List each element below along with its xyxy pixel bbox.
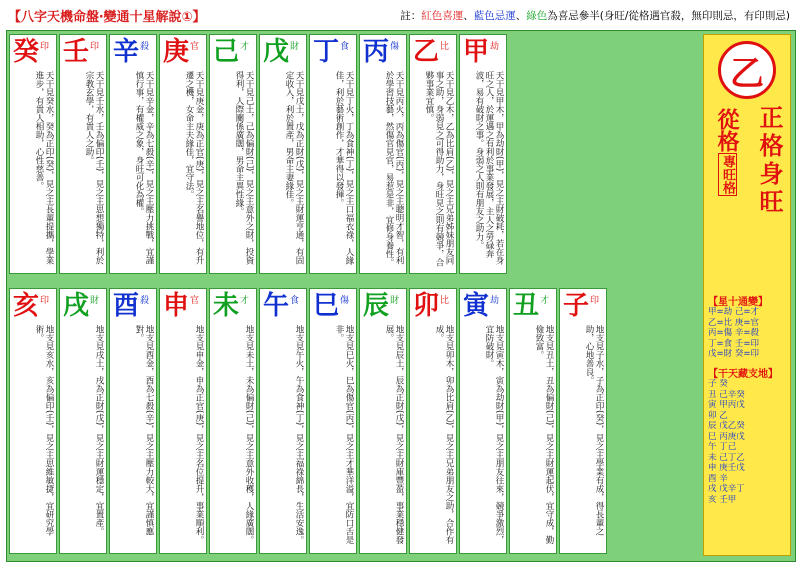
branch-tag: 財 [90,296,100,306]
branch-glyph: 丑 [513,291,540,321]
hidden-stems-line: 亥 壬甲 [708,494,737,505]
ten-stars-line: 甲=劫 己=才 [708,307,759,317]
stem-card [209,34,257,274]
stem-card [109,34,157,274]
hidden-stems-line: 丑 己辛癸 [708,389,745,400]
hidden-stems-list [708,379,788,505]
branch-tag: 比 [440,296,450,306]
hidden-stems-line: 午 丁己 [708,442,737,452]
day-master-emblem: 乙 [718,41,776,99]
branch-card [209,288,257,554]
branch-glyph: 酉 [113,291,140,321]
note-blue: 藍色忌運 [473,10,516,22]
stem-text: 天干見壬水，壬為偏印(壬)，見之主思想獨特，利於宗教玄學，有貴人之助。 [84,71,104,265]
ten-stars-line: 丙=傷 辛=殺 [708,328,759,338]
stem-text: 天干見辛金，辛為七殺(辛)，見之主壓力挑戰，宜謹慎行事，有權威之象，身旺可化為權。 [134,71,154,265]
hidden-stems-line: 辰 戊乙癸 [708,421,745,431]
branch-card [409,288,457,554]
panel-title-sub [712,107,743,196]
branch-tag: 財 [390,296,400,306]
note-suffix: 為喜忌參半(身旺/從格遇官殺，無印則忌，有印則忌) [547,10,790,22]
page-title: 【八字天機命盤‧變通十星解說①】 [8,10,206,25]
hidden-stems-line: 戌 戊辛丁 [708,484,745,494]
stem-text: 天干見丙火，丙為傷官(丙)，見之主聰明才智，有利於學習技藝，然傷官見官，易惹是非，宜修身養性。 [384,71,404,267]
branch-glyph: 子 [563,291,590,321]
hidden-stems-line: 寅 甲丙戊 [708,400,745,410]
branch-text: 地支見辰土，辰為正財(戊)，見之主財庫豐盈，事業穩健發展。 [384,325,404,545]
stem-glyph: 癸 [13,37,40,67]
stem-card [59,34,107,274]
branches-row [9,288,607,554]
branch-glyph: 亥 [13,291,40,321]
ten-stars-heading: 【星十通變】 [708,297,768,308]
stems-row [9,34,707,274]
stem-glyph: 丙 [363,37,390,67]
branch-tag: 劫 [490,296,500,306]
branch-card [509,288,557,554]
branch-card [109,288,157,554]
hidden-stems-line: 酉 辛 [708,473,728,484]
stem-glyph: 壬 [63,37,90,67]
branch-glyph: 戌 [63,291,90,321]
branch-glyph: 申 [163,291,190,321]
stem-card [359,34,407,274]
stem-tag: 財 [290,42,300,52]
branch-text: 地支見寅木，寅為劫財(甲)，見之主朋友往來，競爭激烈，宜防破財。 [484,325,504,545]
branch-text: 地支見亥水，亥為偏印(壬)，見之主思維敏捷，宜研究學術。 [34,325,54,536]
stem-card [309,34,357,274]
branch-glyph: 巳 [313,291,340,321]
branch-tag: 食 [290,296,300,306]
branch-card [559,288,607,554]
branch-text: 地支見午火，午為食神(丁)，見之主福祿綿長，生活安逸。 [294,325,304,545]
branch-glyph: 未 [213,291,240,321]
branch-card [259,288,307,554]
note-sep: 、 [463,10,474,22]
note-red: 紅色喜運 [421,10,464,22]
stem-glyph: 丁 [313,37,340,67]
panel-title-sub-text: 從格 [714,108,740,152]
stem-text: 天干見己土，己為偏財(己)，見之主意外之財，投資得利，人際關係廣闊，男命主異性緣。 [234,71,254,265]
note-green: 綠色 [526,10,548,22]
stem-tag: 印 [90,42,100,52]
hidden-stems-line: 未 己丁乙 [708,452,745,463]
stem-text: 天干見丁火，丁為食神(丁)，見之主口福衣祿，人緣佳，利於藝術創作，才華得以發揮。 [334,71,354,265]
branch-text: 地支見子水，子為正印(癸)，見之主學業有成，得長輩之助，心地善良。 [584,325,604,536]
branch-glyph: 卯 [413,291,440,321]
stem-glyph: 辛 [113,37,140,67]
hidden-stems-line: 申 庚壬戊 [708,463,745,473]
branch-tag: 殺 [140,296,150,306]
branch-tag: 才 [240,296,250,306]
branch-tag: 才 [540,296,550,306]
branch-text: 地支見未土，未為偏財(己)，見之主意外收穫，人緣廣闊。 [244,325,254,545]
stem-text: 天干見乙木，乙為比肩(乙)，見之主兄弟姊妹朋友同事之助，身弱見之可得助力，身旺見之則有競爭，合夥事業宜慎。 [424,71,454,267]
stem-glyph: 甲 [463,37,490,67]
branch-glyph: 寅 [463,291,490,321]
branch-card [59,288,107,554]
stem-tag: 劫 [490,42,500,52]
stem-card [9,34,57,274]
branch-text: 地支見卯木，卯為比肩(乙)，見之主兄弟朋友之助，合作有成。 [434,325,454,545]
stem-glyph: 戊 [263,37,290,67]
note-prefix: 註： [400,10,422,22]
branch-text: 地支見巳火，巳為傷官(丙)，見之主才華洋溢，宜防口舌是非。 [334,325,354,545]
stem-tag: 印 [40,42,50,52]
stem-card [259,34,307,274]
branch-tag: 官 [190,296,200,306]
ten-stars-line: 戊=財 癸=印 [708,349,759,359]
branch-tag: 印 [40,296,50,306]
panel-title-sub-small: 專旺格 [720,155,735,194]
branch-glyph: 午 [263,291,290,321]
hidden-stems-line: 子 癸 [708,379,728,389]
legend-note [400,8,790,23]
hidden-stems-line: 巳 丙庚戊 [708,431,745,442]
ten-stars-line: 乙=比 庚=官 [708,317,759,328]
stem-tag: 官 [190,42,200,52]
hidden-stems-heading: 【干天藏支地】 [708,369,778,380]
branch-glyph: 辰 [363,291,390,321]
stem-tag: 殺 [140,42,150,52]
branch-card [9,288,57,554]
branch-card [159,288,207,554]
stem-tag: 食 [340,42,350,52]
note-sep: 、 [515,10,527,22]
branch-tag: 印 [590,296,600,306]
stem-text: 天干見庚金，庚為正官(庚)，見之主名譽地位，有升遷之機，女命主夫緣佳，宜守法。 [184,71,204,265]
stem-tag: 才 [240,42,250,52]
branch-card [359,288,407,554]
stem-tag: 傷 [390,42,400,52]
ten-stars-list [708,307,788,360]
hidden-stems-line: 卯 乙 [708,410,728,421]
ten-stars-line: 丁=食 壬=印 [708,338,759,349]
stem-text: 天干見戊土，戊為正財(戊)，見之主財運亨通，有固定收入，利於置產，男命主妻緣佳。 [284,71,304,265]
panel-title-main: 正格身旺 [755,105,784,217]
branch-text: 地支見酉金，酉為七殺(辛)，見之主壓力較大，宜謹慎應對。 [134,325,154,536]
stem-glyph: 乙 [413,37,440,67]
stem-glyph: 己 [213,37,240,67]
stem-text: 天干見甲木，甲為劫財(甲)，見之主財破耗，若在身旺之人，於運遇之有利於事業發展，主人之勞碌奔波，易有破財之事。身弱之人則有朋友之助力。 [474,71,504,265]
branch-text: 地支見丑土，丑為偏財(己)，見之主財運起伏，宜守成，勤儉致富。 [534,325,554,545]
branch-tag: 傷 [340,296,350,306]
stem-card [409,34,457,274]
stem-card [459,34,507,274]
stem-card [159,34,207,274]
summary-panel [703,34,791,556]
stem-text: 天干見癸水，癸為正印(癸)，見之主長輩提攜，學業進步，有貴人相助，心性慈善。 [34,71,54,265]
branch-text: 地支見申金，申為正官(庚)，見之主名位提升，事業順利。 [194,325,204,545]
stem-glyph: 庚 [163,37,190,67]
branch-text: 地支見戌土，戌為正財(戊)，見之主財運穩定，宜置產。 [94,325,104,536]
branch-card [309,288,357,554]
stem-tag: 比 [440,42,450,52]
branch-card [459,288,507,554]
